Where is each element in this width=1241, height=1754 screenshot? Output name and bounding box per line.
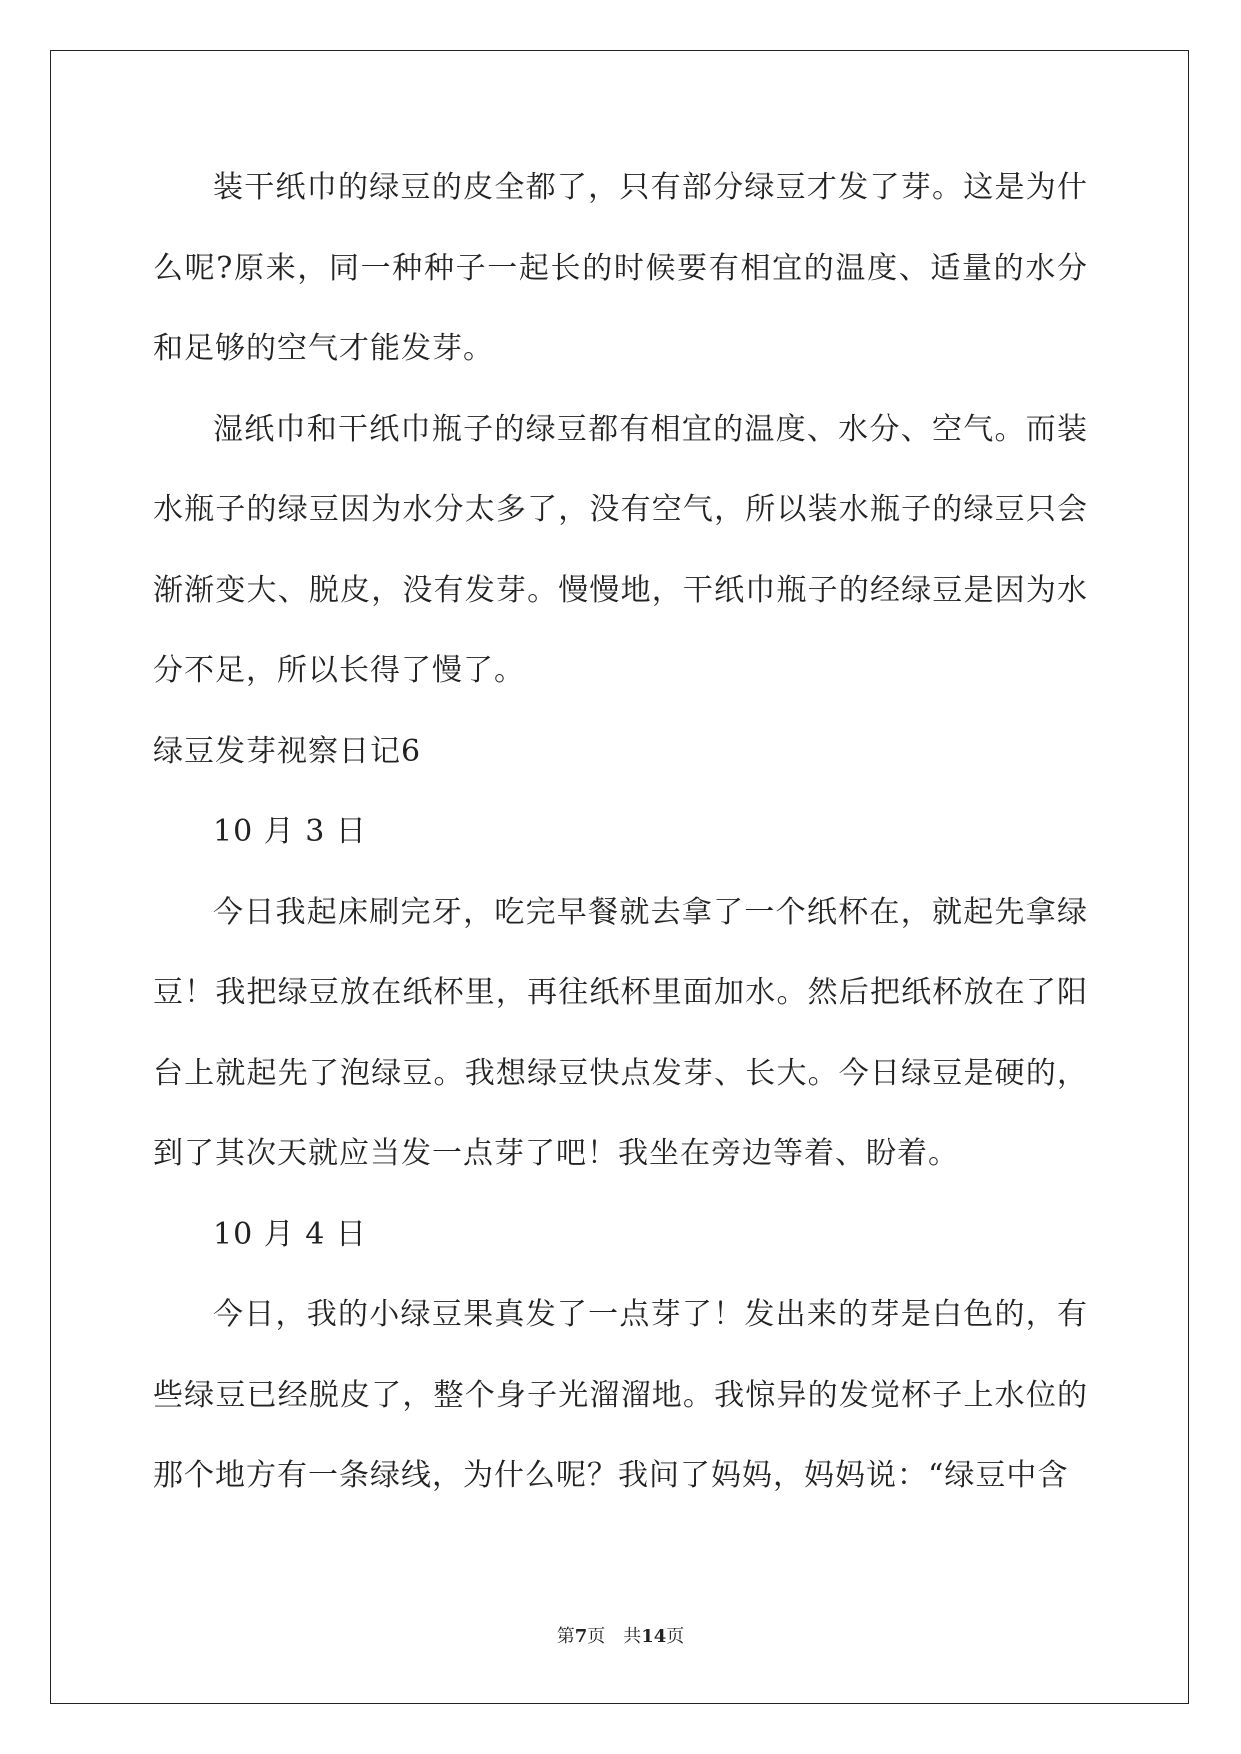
footer-middle: 页 共 [587, 1626, 642, 1647]
entry-text: 今日，我的小绿豆果真发了一点芽了！发出来的芽是白色的，有些绿豆已经脱皮了，整个身子光溜溜地。我惊异的发觉杯子上水位的那个地方有一条绿线，为什么呢？我问了妈妈，妈妈说：“绿豆中含 [153, 1297, 1088, 1493]
page-footer [0, 1622, 1241, 1648]
section-title: 绿豆发芽视察日记6 [153, 733, 422, 769]
footer-suffix: 页 [666, 1626, 685, 1647]
paragraph: 湿纸巾和干纸巾瓶子的绿豆都有相宜的温度、水分、空气。而装水瓶子的绿豆因为水分太多了，没有空气，所以装水瓶子的绿豆只会渐渐变大、脱皮，没有发芽。慢慢地，干纸巾瓶子的经绿豆是因为水分不足，所以长得了慢了。 [153, 411, 1088, 688]
entry-date: 10 月 3 日 [213, 814, 367, 849]
document-body [153, 148, 1088, 1517]
footer-page-number: 7 [574, 1626, 588, 1647]
entry-text: 今日我起床刷完牙，吃完早餐就去拿了一个纸杯在，就起先拿绿豆！我把绿豆放在纸杯里，再往纸杯里面加水。然后把纸杯放在了阳台上就起先了泡绿豆。我想绿豆快点发芽、长大。今日绿豆是硬的，到了其次天就应当发一点芽了吧！我坐在旁边等着、盼着。 [153, 894, 1088, 1171]
entry-date: 10 月 4 日 [213, 1216, 367, 1252]
footer-prefix: 第 [556, 1626, 575, 1647]
paragraph: 装干纸巾的绿豆的皮全都了，只有部分绿豆才发了芽。这是为什么呢?原来，同一种种子一起长的时候要有相宜的温度、适量的水分和足够的空气才能发芽。 [153, 170, 1088, 366]
footer-total-pages: 14 [641, 1626, 667, 1647]
